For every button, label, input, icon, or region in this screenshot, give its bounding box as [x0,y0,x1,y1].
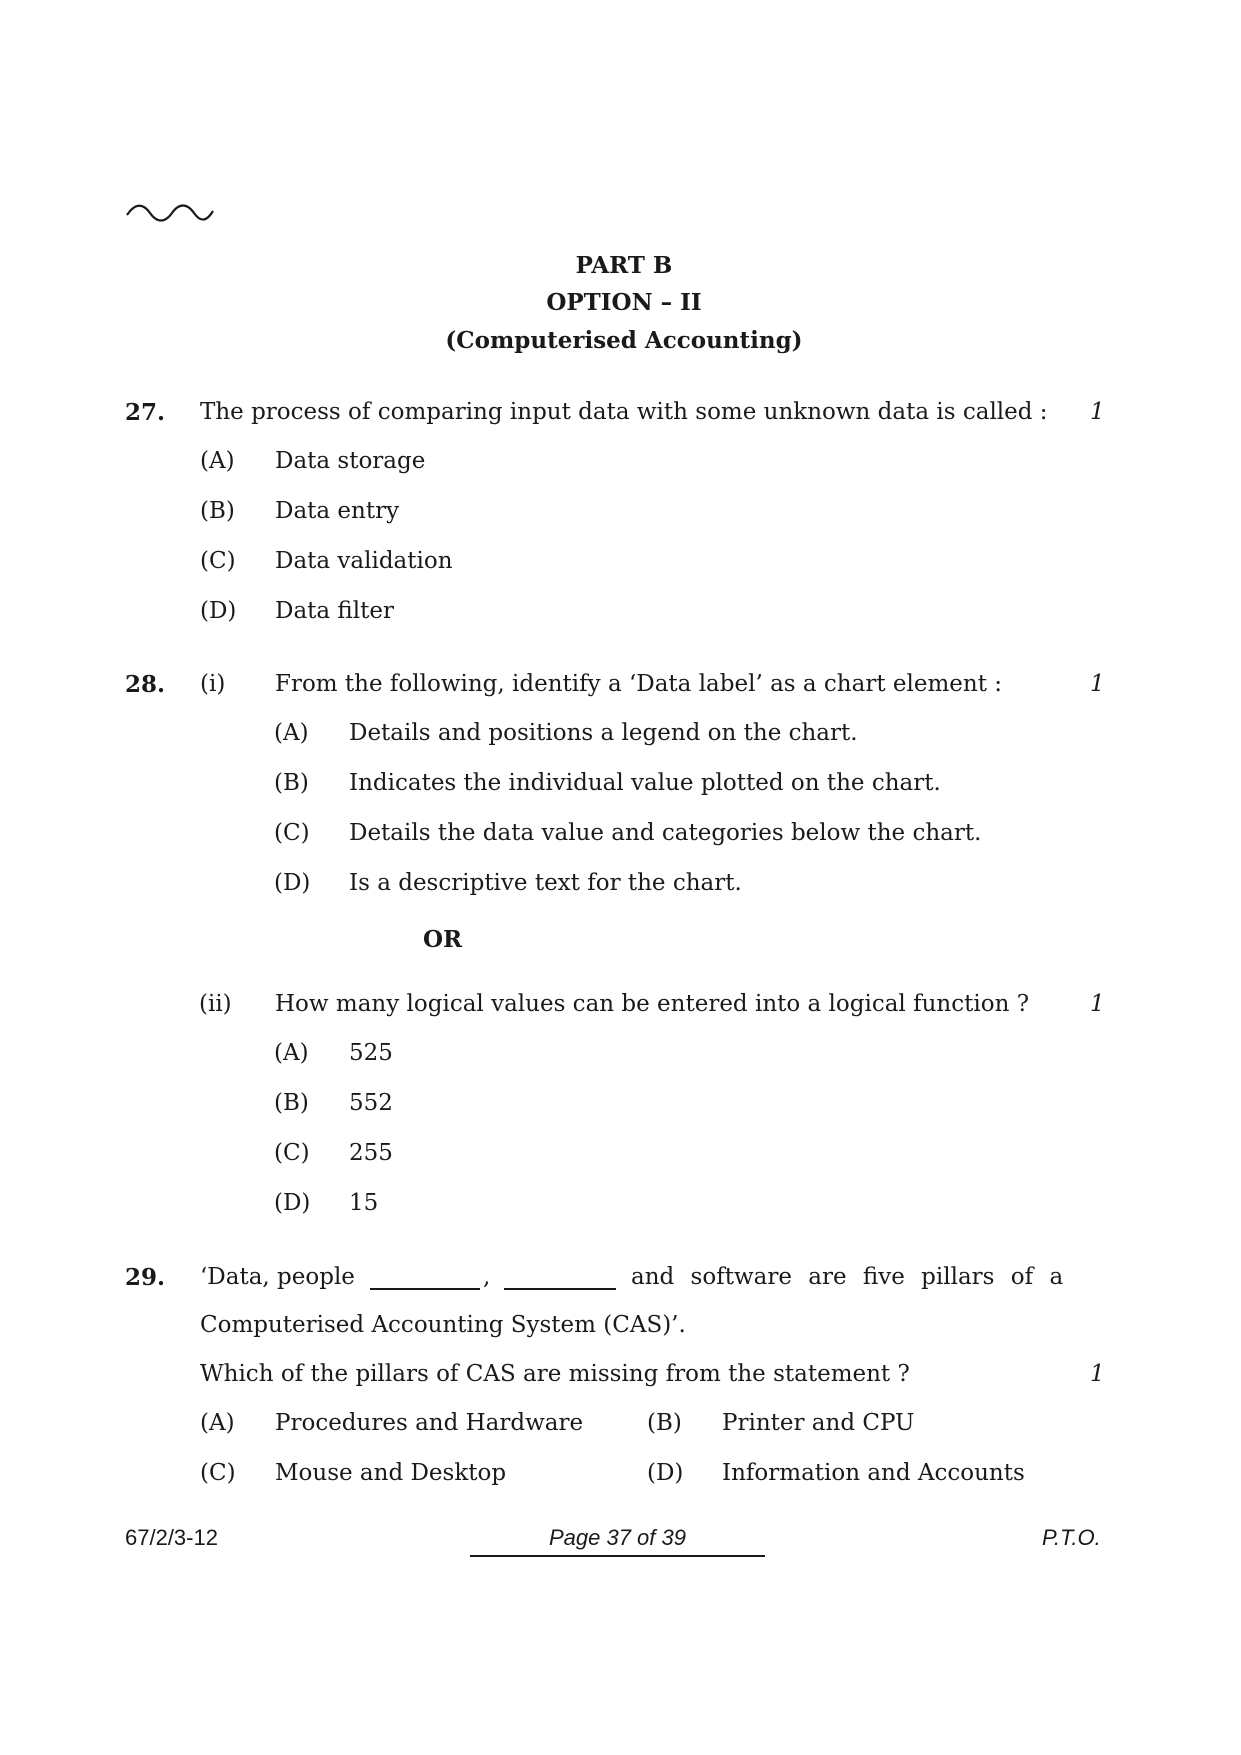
marks: 1 [1090,1361,1105,1387]
option-label: (B) [647,1410,682,1436]
option-label: (A) [274,720,309,746]
option-label: (A) [200,1410,235,1436]
question-text: Which of the pillars of CAS are missing from the statement ? [200,1361,910,1387]
option-text: 255 [349,1140,393,1166]
question-number: 28. [125,671,166,698]
option-label: (B) [274,770,309,796]
option-text: Details the data value and categories below the chart. [349,820,982,846]
option-text: Data storage [275,448,426,474]
option-label: (D) [274,870,311,896]
paper-code: 67/2/3-12 [125,1525,218,1550]
question-number: 29. [125,1264,166,1291]
question-text: The process of comparing input data with some unknown data is called : [200,399,1048,425]
option-heading: OPTION – II [546,289,702,316]
subquestion-label: (ii) [199,991,232,1017]
option-text: Indicates the individual value plotted on the chart. [349,770,941,796]
statement-line2: Computerised Accounting System (CAS)’. [200,1312,686,1338]
option-label: (C) [200,1460,236,1486]
marks: 1 [1090,399,1105,425]
question-number: 27. [125,399,166,426]
squiggle-mark [125,203,215,223]
part-heading: PART B [575,252,673,279]
marks: 1 [1090,991,1105,1017]
option-text: Data filter [275,598,394,624]
option-label: (C) [274,820,310,846]
question-text: How many logical values can be entered into a logical function ? [275,991,1030,1017]
option-text: Details and positions a legend on the chart. [349,720,858,746]
option-text: Printer and CPU [722,1410,915,1436]
option-text: Information and Accounts [722,1460,1025,1486]
question-text: From the following, identify a ‘Data label’ as a chart element : [275,671,1002,697]
option-text: Procedures and Hardware [275,1410,584,1436]
subject-heading: (Computerised Accounting) [445,327,803,354]
statement-end: and software are five pillars of a [631,1264,1064,1290]
option-label: (D) [274,1190,311,1216]
fill-in-blank [370,1288,480,1290]
page-number-underline [470,1555,765,1557]
fill-in-blank [504,1288,616,1290]
pto-label: P.T.O. [1042,1525,1101,1550]
marks: 1 [1090,671,1105,697]
option-text: 552 [349,1090,393,1116]
statement-start: ‘Data, people [200,1264,355,1290]
subquestion-label: (i) [200,671,226,697]
option-text: Data entry [275,498,400,524]
option-text: Is a descriptive text for the chart. [349,870,742,896]
option-label: (A) [200,448,235,474]
option-label: (B) [200,498,235,524]
option-text: 15 [349,1190,379,1216]
option-label: (D) [647,1460,684,1486]
option-label: (A) [274,1040,309,1066]
option-text: Data validation [275,548,453,574]
option-text: Mouse and Desktop [275,1460,507,1486]
or-separator: OR [423,926,463,953]
statement-comma: , [483,1264,491,1290]
page-number: Page 37 of 39 [548,1525,686,1550]
option-label: (C) [274,1140,310,1166]
option-label: (C) [200,548,236,574]
option-label: (D) [200,598,237,624]
option-label: (B) [274,1090,309,1116]
option-text: 525 [349,1040,393,1066]
